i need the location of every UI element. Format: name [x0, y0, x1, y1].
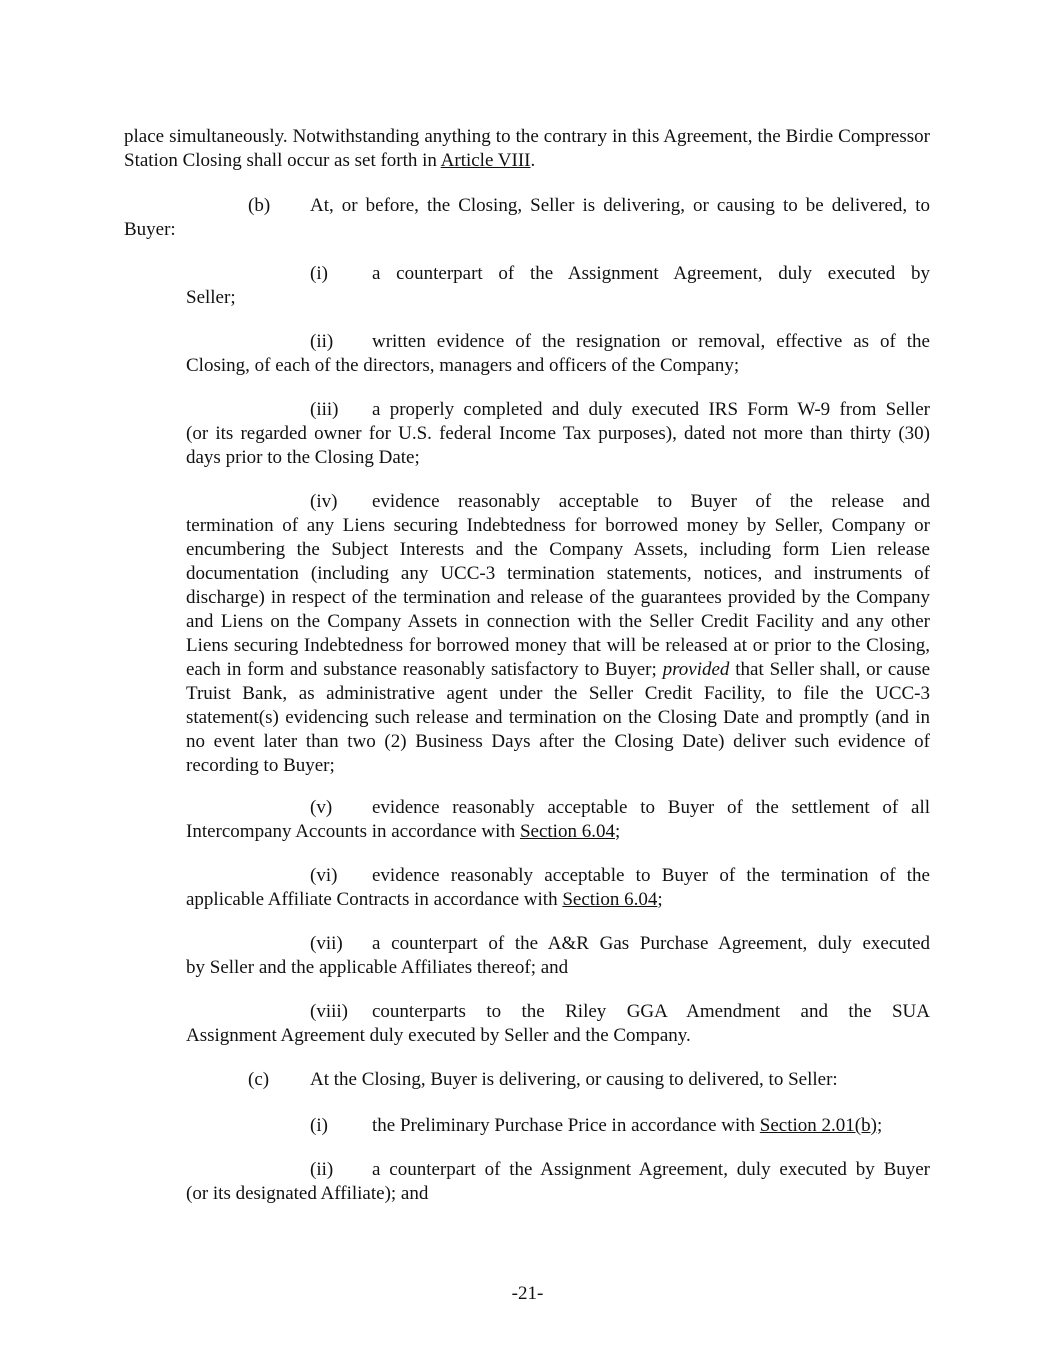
- b-ii-continuation: Closing, of each of the directors, managers and officers of the Company;: [186, 355, 740, 376]
- b-vi-continuation: applicable Affiliate Contracts in accordance with Section 6.04;: [186, 889, 663, 910]
- provided-italic: provided: [662, 659, 730, 680]
- b-label: (b): [248, 195, 271, 216]
- c-ii-continuation: (or its designated Affiliate); and: [186, 1183, 429, 1204]
- section-2-01b-link[interactable]: Section 2.01(b): [759, 1115, 877, 1136]
- b-iii-first-line: (iii) a properly completed and duly executed IRS Form W-9 from Seller: [310, 399, 930, 420]
- b-first-line: (b) At, or before, the Closing, Seller is delivering, or causing to be delivered, to: [248, 195, 930, 216]
- b-viii-continuation: Assignment Agreement duly executed by Seller and the Company.: [186, 1025, 691, 1046]
- intro-text: place simultaneously. Notwithstanding anything to the contrary in this Agreement, the Birdie Compressor Station Closing shall occur as set forth in: [124, 126, 930, 171]
- b-vii-continuation: by Seller and the applicable Affiliates thereof; and: [186, 957, 569, 978]
- b-iv-first-line: (iv) evidence reasonably acceptable to Buyer of the release and: [310, 491, 930, 512]
- b-vii-first-line: (vii) a counterpart of the A&R Gas Purchase Agreement, duly executed: [310, 933, 930, 954]
- c-first-line: (c) At the Closing, Buyer is delivering, or causing to delivered, to Seller:: [248, 1069, 838, 1090]
- b-iii-continuation: (or its regarded owner for U.S. federal Income Tax purposes), dated not more than thirty (30) days prior to the Closing Date;: [186, 423, 930, 468]
- c-label: (c): [248, 1069, 270, 1090]
- section-6-04-link[interactable]: Section 6.04: [519, 821, 615, 842]
- intro-paragraph: place simultaneously. Notwithstanding anything to the contrary in this Agreement, the Birdie Compressor Station Closing shall occur as set forth in Article VIII.: [124, 126, 930, 171]
- c-i-line: (i) the Preliminary Purchase Price in accordance with Section 2.01(b);: [310, 1115, 883, 1136]
- section-6-04-link[interactable]: Section 6.04: [562, 889, 658, 910]
- b-iv-continuation: termination of any Liens securing Indebtedness for borrowed money by Seller, Company or encumbering the Subject Interests and the Company Assets, including form Lien release documentation (including any UCC-3 termination statements, notices, and instruments of discharge) in respect of the termination and release of the guarantees provided by the Company and Liens on the Company Assets in connection with the Seller Credit Facility and any other Liens securing Indebtedness for borrowed money that will be released at or prior to the Closing, each in form and substance reasonably satisfactory to Buyer; provided that Seller shall, or cause Truist Bank, as administrative agent under the Seller Credit Facility, to file the UCC-3 statement(s) evidencing such release and termination on the Closing Date and promptly (and in no event later than two (2) Business Days after the Closing Date) deliver such evidence of recording to Buyer;: [186, 515, 931, 776]
- b-i-first-line: (i) a counterpart of the Assignment Agreement, duly executed by: [310, 263, 930, 284]
- article-viii-link[interactable]: Article VIII: [440, 150, 531, 171]
- page-number: -21-: [511, 1283, 544, 1304]
- b-continuation: Buyer:: [124, 219, 176, 240]
- c-ii-first-line: (ii) a counterpart of the Assignment Agreement, duly executed by Buyer: [310, 1159, 930, 1180]
- b-viii-first-line: (viii) counterparts to the Riley GGA Amendment and the SUA: [310, 1001, 930, 1022]
- b-ii-first-line: (ii) written evidence of the resignation or removal, effective as of the: [310, 331, 930, 352]
- b-v-continuation: Intercompany Accounts in accordance with Section 6.04;: [186, 821, 621, 842]
- b-vi-first-line: (vi) evidence reasonably acceptable to Buyer of the termination of the: [310, 865, 930, 886]
- b-v-first-line: (v) evidence reasonably acceptable to Buyer of the settlement of all: [310, 797, 930, 818]
- b-i-continuation: Seller;: [186, 287, 236, 308]
